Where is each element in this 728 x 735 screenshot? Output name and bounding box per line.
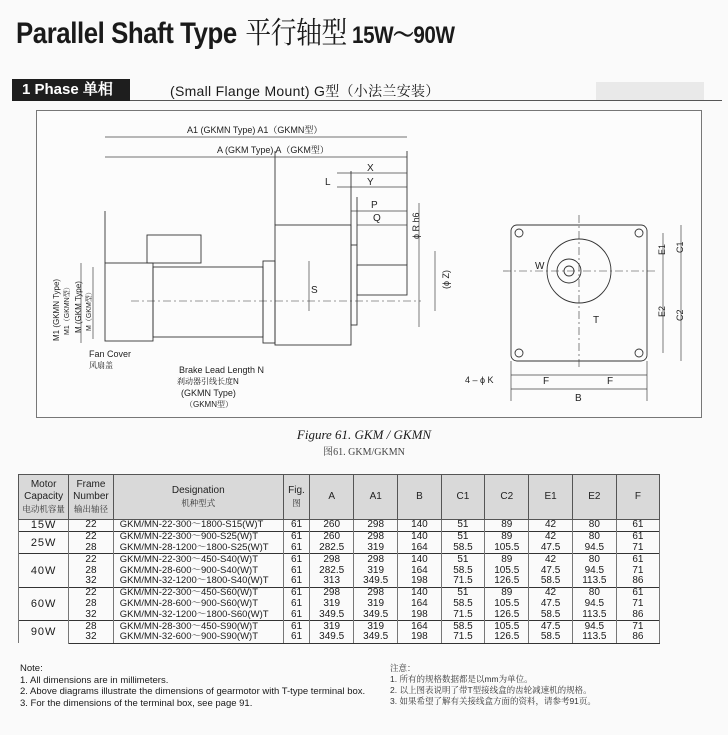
table-cell: 94.5 <box>572 565 616 576</box>
table-cell: 71 <box>616 621 659 632</box>
dim-a1: A1 (GKMN Type) A1（GKMN型） <box>187 125 323 135</box>
table-cell: 282.5 <box>310 565 354 576</box>
column-header-en: Motor Capacity <box>24 479 64 502</box>
table-cell: 51 <box>441 587 485 598</box>
table-row <box>19 531 660 542</box>
table-cell: 260 <box>310 520 354 532</box>
table-cell: 94.5 <box>572 543 616 554</box>
column-header <box>310 475 354 520</box>
designation-cell: GKM/MN-28-600～900-S40(W)T <box>113 565 283 576</box>
motor-capacity-cell: 90W <box>19 621 69 644</box>
designation-cell: GKM/MN-22-300～450-S40(W)T <box>113 554 283 565</box>
table-cell: 105.5 <box>485 599 529 610</box>
table-row <box>19 621 660 632</box>
table-cell: 22 <box>69 554 113 565</box>
dim-x: X <box>367 163 374 174</box>
table-cell: 140 <box>398 554 441 565</box>
column-header-cn: 电动机容量 <box>22 504 65 514</box>
table-cell: 71 <box>616 599 659 610</box>
motor-capacity-cell: 15W <box>19 520 69 532</box>
table-cell: 105.5 <box>485 565 529 576</box>
motor-capacity-cell: 40W <box>19 554 69 587</box>
table-cell: 42 <box>529 554 573 565</box>
designation-cell: GKM/MN-22-300～450-S60(W)T <box>113 587 283 598</box>
table-cell: 105.5 <box>485 621 529 632</box>
column-header-en: Fig. <box>288 485 305 496</box>
output-shaft-shape <box>357 265 407 295</box>
table-cell: 298 <box>354 531 398 542</box>
column-header-cn: 机种型式 <box>181 498 216 508</box>
designation-cell: GKM/MN-32-1200～1800-S40(W)T <box>113 576 283 587</box>
dimension-table <box>18 474 660 644</box>
notes-cn <box>390 663 596 707</box>
table-cell: 42 <box>529 531 573 542</box>
column-header-en: A <box>328 491 336 502</box>
table-cell: 58.5 <box>441 621 485 632</box>
table-cell: 61 <box>283 609 309 620</box>
column-header-en: Frame Number <box>73 479 109 502</box>
table-cell: 126.5 <box>485 632 529 643</box>
table-cell: 42 <box>529 520 573 532</box>
mount-hole <box>635 229 643 237</box>
fan-cover-label-cn: 风扇盖 <box>89 361 113 370</box>
title-cn: 平行轴型 <box>245 17 347 50</box>
table-cell: 61 <box>283 531 309 542</box>
table-cell: 80 <box>572 554 616 565</box>
table-cell: 51 <box>441 531 485 542</box>
flange-plate <box>511 225 647 361</box>
table-cell: 71 <box>616 543 659 554</box>
table-cell: 313 <box>310 576 354 587</box>
note-line-cn: 3. 如果希望了解有关接线盒方面的资料，请参考91页。 <box>390 696 596 706</box>
column-header <box>485 475 529 520</box>
note-line: 2. Above diagrams illustrate the dimensions of gearmotor with T-type terminal box. <box>20 686 366 697</box>
designation-cell: GKM/MN-28-1200～1800-S25(W)T <box>113 543 283 554</box>
table-cell: 198 <box>398 632 441 643</box>
table-cell: 164 <box>398 565 441 576</box>
table-cell: 32 <box>69 576 113 587</box>
table-cell: 298 <box>310 554 354 565</box>
dim-p: P <box>371 200 378 211</box>
table-cell: 71 <box>616 565 659 576</box>
table-cell: 61 <box>616 554 659 565</box>
column-header-en: B <box>416 491 423 502</box>
column-header-en: A1 <box>369 491 382 502</box>
table-cell: 140 <box>398 587 441 598</box>
notes-title-cn: 注意： <box>390 663 416 673</box>
table-row <box>19 565 660 576</box>
table-row <box>19 632 660 643</box>
dim-c2: C2 <box>675 309 685 321</box>
bleed-through-area <box>596 82 704 100</box>
brake-lead-label: Brake Lead Length N <box>179 365 265 375</box>
table-cell: 319 <box>354 621 398 632</box>
table-cell: 22 <box>69 520 113 532</box>
table-cell: 22 <box>69 531 113 542</box>
table-cell: 86 <box>616 609 659 620</box>
table-cell: 42 <box>529 587 573 598</box>
table-cell: 61 <box>283 576 309 587</box>
power-range: 15W～90W <box>352 22 455 49</box>
table-cell: 71.5 <box>441 576 485 587</box>
table-cell: 113.5 <box>572 576 616 587</box>
table-row <box>19 609 660 620</box>
page-title <box>16 8 455 52</box>
designation-cell: GKM/MN-28-600～900-S60(W)T <box>113 599 283 610</box>
motor-body-shape <box>153 267 263 337</box>
table-cell: 58.5 <box>529 576 573 587</box>
table-cell: 47.5 <box>529 543 573 554</box>
dim-q: Q <box>373 213 381 224</box>
dim-f-right: F <box>607 376 614 387</box>
table-cell: 61 <box>283 565 309 576</box>
table-cell: 282.5 <box>310 543 354 554</box>
table-cell: 28 <box>69 565 113 576</box>
table-cell: 71.5 <box>441 632 485 643</box>
table-cell: 58.5 <box>529 609 573 620</box>
table-cell: 113.5 <box>572 609 616 620</box>
table-cell: 349.5 <box>354 609 398 620</box>
dim-z: (ϕ Z) <box>441 269 451 289</box>
column-header <box>19 475 69 520</box>
mount-hole <box>515 229 523 237</box>
table-cell: 61 <box>616 587 659 598</box>
table-row <box>19 576 660 587</box>
table-cell: 61 <box>283 520 309 532</box>
table-cell: 47.5 <box>529 599 573 610</box>
notes-en <box>20 663 365 709</box>
table-cell: 298 <box>354 520 398 532</box>
dim-c1: C1 <box>675 241 685 253</box>
table-cell: 164 <box>398 599 441 610</box>
table-cell: 28 <box>69 599 113 610</box>
mount-type-label: (Small Flange Mount) G型（小法兰安装） <box>170 83 440 99</box>
table-cell: 94.5 <box>572 599 616 610</box>
column-header-en: E1 <box>544 491 557 502</box>
column-header <box>69 475 113 520</box>
table-row <box>19 543 660 554</box>
column-header <box>113 475 283 520</box>
table-cell: 61 <box>616 531 659 542</box>
dim-k: 4 – ϕ K <box>465 375 494 385</box>
note-line: 1. All dimensions are in millimeters. <box>20 674 169 686</box>
table-cell: 32 <box>69 632 113 643</box>
table-cell: 164 <box>398 621 441 632</box>
table-header-row <box>19 475 660 520</box>
brake-type-label-cn: （GKMN型） <box>185 400 233 409</box>
note-line-cn: 1. 所有的规格数据都是以mm为单位。 <box>390 674 533 684</box>
table-cell: 349.5 <box>354 576 398 587</box>
fan-cover-shape <box>105 263 153 341</box>
table-cell: 61 <box>616 520 659 532</box>
notes-title: Note: <box>20 663 43 674</box>
table-cell: 61 <box>283 632 309 643</box>
motor-capacity-cell: 60W <box>19 587 69 620</box>
table-cell: 61 <box>283 599 309 610</box>
dimension-drawing <box>36 110 702 418</box>
dim-e1: E1 <box>657 243 667 255</box>
table-cell: 89 <box>485 531 529 542</box>
brake-type-label: (GKMN Type) <box>181 388 236 398</box>
table-cell: 198 <box>398 576 441 587</box>
table-cell: 126.5 <box>485 576 529 587</box>
table-cell: 28 <box>69 543 113 554</box>
table-cell: 61 <box>283 587 309 598</box>
figure-caption: Figure 61. GKM / GKMN <box>296 427 432 442</box>
column-header <box>616 475 659 520</box>
column-header-en: E2 <box>588 491 601 502</box>
table-cell: 140 <box>398 531 441 542</box>
table-cell: 89 <box>485 554 529 565</box>
table-cell: 80 <box>572 520 616 532</box>
brake-lead-label-cn: 刹动器引线长度N <box>177 377 239 386</box>
title-en: Parallel Shaft Type <box>16 17 237 50</box>
column-header <box>283 475 309 520</box>
column-header-cn: 图 <box>292 498 301 508</box>
designation-cell: GKM/MN-28-300～450-S90(W)T <box>113 621 283 632</box>
column-header <box>354 475 398 520</box>
table-cell: 319 <box>354 599 398 610</box>
column-header-cn: 输出轴径 <box>73 504 108 514</box>
table-cell: 61 <box>283 543 309 554</box>
table-cell: 80 <box>572 587 616 598</box>
table-cell: 28 <box>69 621 113 632</box>
table-row <box>19 554 660 565</box>
table-cell: 140 <box>398 520 441 532</box>
table-cell: 47.5 <box>529 621 573 632</box>
column-header-en: C1 <box>456 491 470 502</box>
dim-a: A (GKM Type) A（GKM型） <box>217 145 329 155</box>
dim-e2: E2 <box>657 305 667 317</box>
dim-b: B <box>575 393 582 404</box>
table-cell: 298 <box>310 587 354 598</box>
table-cell: 319 <box>354 565 398 576</box>
table-cell: 61 <box>283 621 309 632</box>
dim-t: T <box>593 315 600 326</box>
motor-capacity-cell: 25W <box>19 531 69 554</box>
table-cell: 94.5 <box>572 621 616 632</box>
table-cell: 58.5 <box>529 632 573 643</box>
dim-m-cn: M（GKM型） <box>86 288 93 331</box>
dim-r: ϕ R h6 <box>411 212 421 239</box>
table-cell: 58.5 <box>441 543 485 554</box>
dim-m1-cn: M1（GKMN型） <box>64 283 71 335</box>
table-row <box>19 587 660 598</box>
fan-cover-label: Fan Cover <box>89 349 132 359</box>
column-header-en: Designation <box>171 485 225 496</box>
column-header <box>441 475 485 520</box>
designation-cell: GKM/MN-32-1200～1800-S60(W)T <box>113 609 283 620</box>
dim-f-left: F <box>543 376 550 387</box>
table-cell: 349.5 <box>310 632 354 643</box>
note-line: 3. For the dimensions of the terminal box, see page 91. <box>20 697 253 709</box>
table-cell: 71.5 <box>441 609 485 620</box>
table-cell: 51 <box>441 554 485 565</box>
column-header-en: F <box>634 491 641 502</box>
dim-s: S <box>311 285 318 296</box>
table-row <box>19 520 660 532</box>
dim-m1: M1 (GKMN Type) <box>52 278 61 341</box>
mount-hole <box>635 349 643 357</box>
table-cell: 61 <box>283 554 309 565</box>
column-header <box>398 475 441 520</box>
designation-cell: GKM/MN-22-300～900-S25(W)T <box>113 531 283 542</box>
table-cell: 58.5 <box>441 565 485 576</box>
table-cell: 86 <box>616 576 659 587</box>
table-cell: 319 <box>354 543 398 554</box>
table-cell: 319 <box>310 599 354 610</box>
column-header <box>529 475 573 520</box>
table-cell: 51 <box>441 520 485 532</box>
table-cell: 80 <box>572 531 616 542</box>
column-header <box>572 475 616 520</box>
table-cell: 22 <box>69 587 113 598</box>
table-cell: 198 <box>398 609 441 620</box>
dim-y: Y <box>367 177 374 188</box>
note-line-cn: 2. 以上图表说明了带T型接线盒的齿轮减速机的规格。 <box>390 685 592 695</box>
dim-l: L <box>325 177 331 188</box>
designation-cell: GKM/MN-22-300～1800-S15(W)T <box>113 520 283 532</box>
figure-caption-cn: 图61. GKM/GKMN <box>323 447 405 458</box>
table-cell: 89 <box>485 520 529 532</box>
table-cell: 58.5 <box>441 599 485 610</box>
table-cell: 32 <box>69 609 113 620</box>
table-cell: 86 <box>616 632 659 643</box>
table-cell: 349.5 <box>354 632 398 643</box>
table-cell: 319 <box>310 621 354 632</box>
table-row <box>19 599 660 610</box>
table-cell: 89 <box>485 587 529 598</box>
table-cell: 260 <box>310 531 354 542</box>
phase-badge: 1 Phase 单相 <box>12 79 130 101</box>
dim-m: M (GKM Type) <box>74 281 83 333</box>
flange-front-view <box>503 215 655 367</box>
table-cell: 105.5 <box>485 543 529 554</box>
dim-w: W <box>535 261 545 272</box>
table-cell: 47.5 <box>529 565 573 576</box>
table-cell: 298 <box>354 554 398 565</box>
table-cell: 126.5 <box>485 609 529 620</box>
designation-cell: GKM/MN-32-600～900-S90(W)T <box>113 632 283 643</box>
table-body <box>19 520 660 644</box>
table-cell: 164 <box>398 543 441 554</box>
mount-hole <box>515 349 523 357</box>
table-cell: 113.5 <box>572 632 616 643</box>
table-cell: 349.5 <box>310 609 354 620</box>
drawing-svg <box>37 111 701 417</box>
column-header-en: C2 <box>500 491 514 502</box>
table-cell: 298 <box>354 587 398 598</box>
